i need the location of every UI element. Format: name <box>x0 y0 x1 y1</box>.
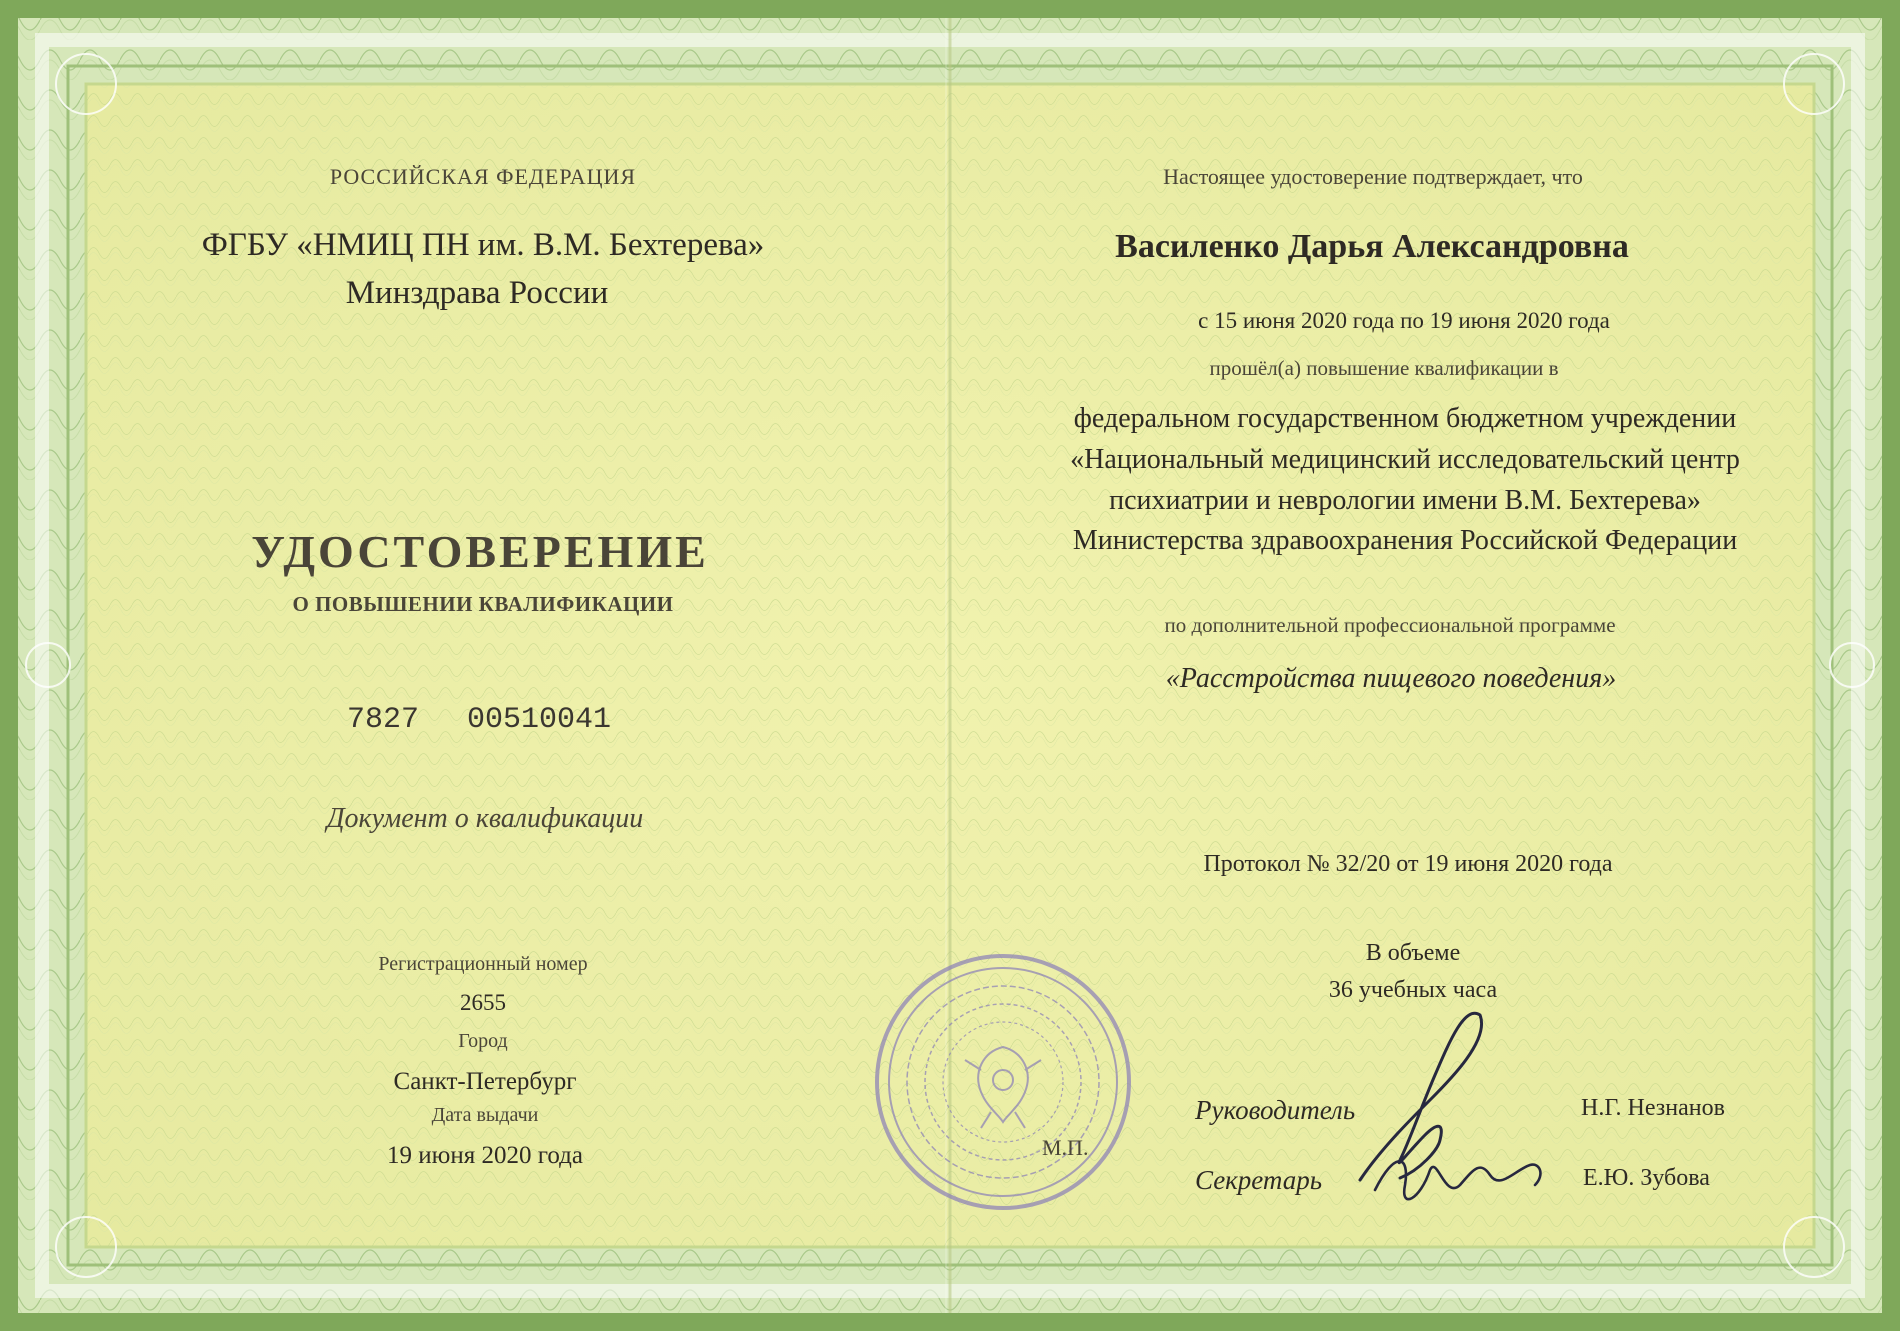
organization-line-2: «Национальный медицинский исследовательский центр <box>1070 444 1740 475</box>
secretary-name: Е.Ю. Зубова <box>1583 1165 1710 1191</box>
passed-text: прошёл(а) повышение квалификации в <box>1209 356 1559 380</box>
head-name: Н.Г. Незнанов <box>1581 1095 1725 1121</box>
protocol-text: Протокол № 32/20 от 19 июня 2020 года <box>1203 851 1613 877</box>
program-name: «Расстройства пищевого поведения» <box>1165 663 1617 694</box>
training-period: с 15 июня 2020 года по 19 июня 2020 года <box>1198 308 1610 333</box>
document-series: 7827 <box>347 703 420 737</box>
document-type: Документ о квалификации <box>326 803 644 834</box>
program-intro: по дополнительной профессиональной программе <box>1164 613 1616 637</box>
volume-label: В объеме <box>1365 940 1461 966</box>
secretary-label: Секретарь <box>1195 1165 1323 1195</box>
stamp-mark-label: М.П. <box>1042 1135 1089 1160</box>
volume-value: 36 учебных часа <box>1328 977 1498 1003</box>
organization-line-3: психиатрии и неврологии имени В.М. Бехтерева» <box>1109 485 1701 516</box>
city-label: Город <box>458 1030 508 1052</box>
registration-label: Регистрационный номер <box>378 953 588 975</box>
issue-date-label: Дата выдачи <box>431 1104 539 1126</box>
registration-number: 2655 <box>460 990 506 1015</box>
institution-ministry: Минздрава России <box>345 275 609 311</box>
organization-line-1: федеральном государственном бюджетном учреждении <box>1073 403 1737 434</box>
country-label: РОССИЙСКАЯ ФЕДЕРАЦИЯ <box>329 164 637 189</box>
official-stamp <box>873 952 1133 1212</box>
organization-line-4: Министерства здравоохранения Российской Федерации <box>1072 525 1738 556</box>
secretary-signature <box>1365 1130 1565 1230</box>
holder-full-name: Василенко Дарья Александровна <box>1115 228 1629 265</box>
institution-short-name: ФГБУ «НМИЦ ПН им. В.М. Бехтерева» <box>201 227 765 263</box>
document-title: УДОСТОВЕРЕНИЕ <box>251 526 709 577</box>
issue-date-value: 19 июня 2020 года <box>387 1142 583 1169</box>
document-subtitle: О ПОВЫШЕНИИ КВАЛИФИКАЦИИ <box>292 592 674 616</box>
intro-text: Настоящее удостоверение подтверждает, что <box>1163 164 1583 189</box>
city-value: Санкт-Петербург <box>393 1068 577 1095</box>
document-number: 00510041 <box>467 703 612 737</box>
head-label: Руководитель <box>1195 1095 1356 1125</box>
